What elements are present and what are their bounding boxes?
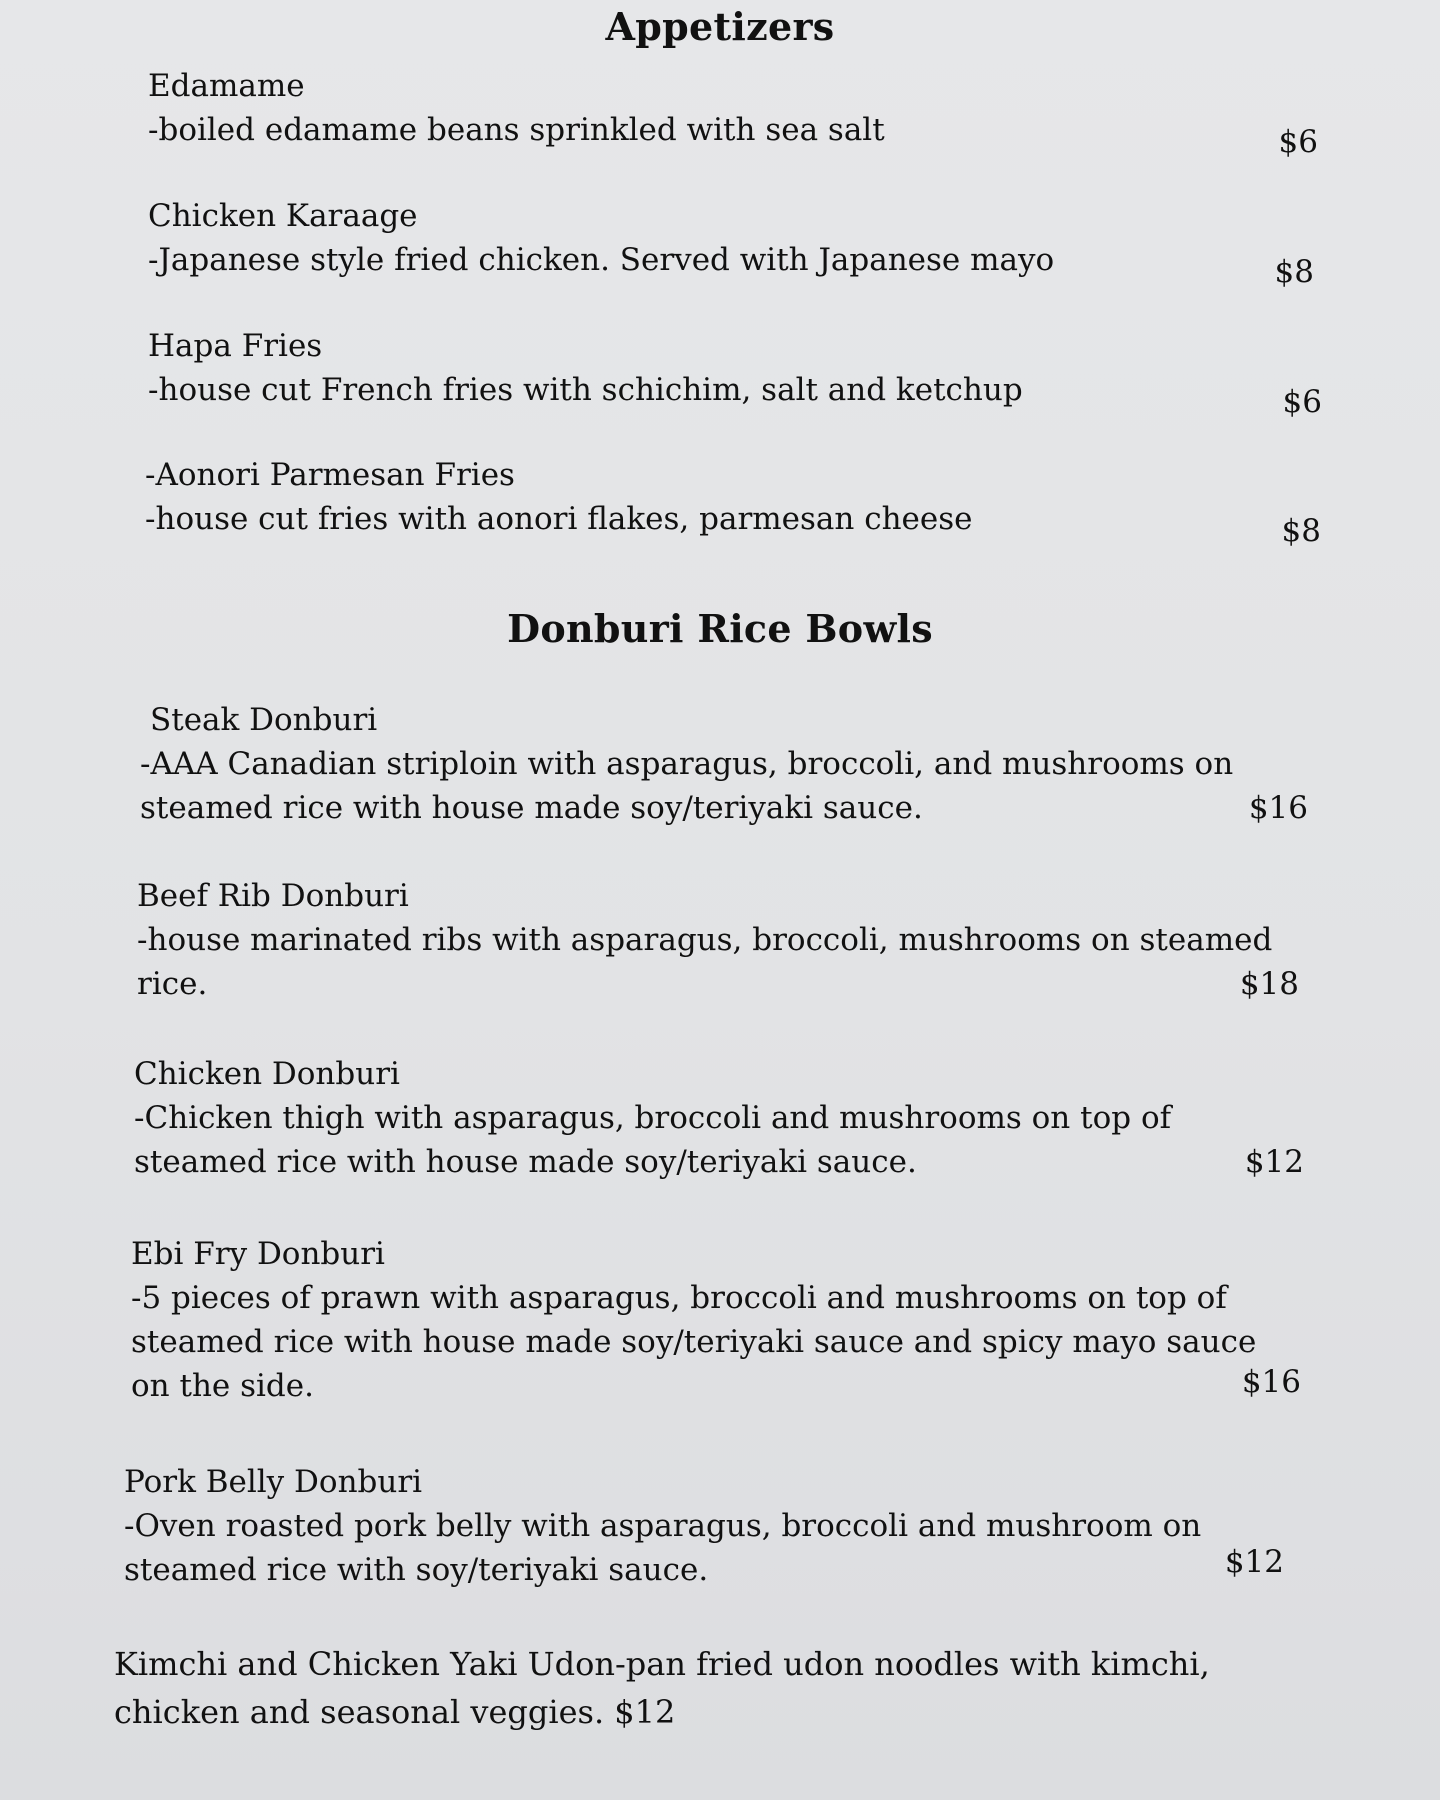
menu-item-pork-belly-donburi <box>124 1460 1284 1592</box>
menu-item-ebi-fry-donburi <box>131 1232 1301 1408</box>
menu-item-kimchi-yaki-udon <box>114 1640 1234 1736</box>
appetizers-heading: Appetizers <box>605 4 835 49</box>
item-desc: -boiled edamame beans sprinkled with sea salt <box>148 112 885 148</box>
item-desc: steamed rice with house made soy/teriyaki sauce. <box>134 1144 917 1180</box>
item-desc: -house cut fries with aonori flakes, parmesan cheese <box>145 501 973 537</box>
item-name: Edamame <box>148 68 305 104</box>
item-name: Beef Rib Donburi <box>137 878 409 914</box>
item-name: Chicken Karaage <box>148 198 418 234</box>
item-price: $8 <box>1281 513 1321 549</box>
item-name: Chicken Donburi <box>134 1056 400 1092</box>
item-desc: chicken and seasonal veggies. $12 <box>114 1693 676 1731</box>
item-price: $6 <box>1278 124 1318 160</box>
item-desc: steamed rice with house made soy/teriyaki sauce. <box>140 790 923 826</box>
item-price: $16 <box>1248 790 1308 826</box>
menu-item-chicken-karaage <box>148 194 1314 290</box>
item-name: -Aonori Parmesan Fries <box>145 457 515 493</box>
item-desc: rice. <box>137 966 208 1002</box>
item-name: Hapa Fries <box>148 328 323 364</box>
item-price: $12 <box>1224 1544 1284 1580</box>
item-price: $12 <box>1244 1144 1304 1180</box>
item-desc: steamed rice with soy/teriyaki sauce. <box>124 1552 709 1588</box>
item-name: Ebi Fry Donburi <box>131 1236 385 1272</box>
menu-item-hapa-fries <box>148 324 1322 420</box>
donburi-heading: Donburi Rice Bowls <box>507 606 933 651</box>
item-price: $8 <box>1274 254 1314 290</box>
menu-item-edamame <box>148 64 1318 160</box>
item-price: $18 <box>1239 966 1299 1002</box>
item-desc: Kimchi and Chicken Yaki Udon-pan fried udon noodles with kimchi, <box>114 1645 1210 1683</box>
item-desc: -Japanese style fried chicken. Served with Japanese mayo <box>148 242 1055 278</box>
item-desc: -Chicken thigh with asparagus, broccoli and mushrooms on top of <box>134 1100 1172 1136</box>
item-name: Steak Donburi <box>150 702 378 738</box>
item-desc: -house marinated ribs with asparagus, broccoli, mushrooms on steamed <box>137 922 1273 958</box>
item-desc: on the side. <box>131 1368 314 1404</box>
menu-item-steak-donburi <box>140 698 1308 830</box>
menu-item-chicken-donburi <box>134 1052 1304 1184</box>
item-desc: -5 pieces of prawn with asparagus, broccoli and mushrooms on top of <box>131 1280 1227 1316</box>
item-desc: steamed rice with house made soy/teriyaki sauce and spicy mayo sauce <box>131 1324 1257 1360</box>
item-name: Pork Belly Donburi <box>124 1464 423 1500</box>
menu-item-beef-rib-donburi <box>137 874 1299 1006</box>
item-price: $16 <box>1241 1364 1301 1400</box>
item-desc: -Oven roasted pork belly with asparagus, broccoli and mushroom on <box>124 1508 1202 1544</box>
menu-item-aonori-parmesan-fries <box>145 453 1321 549</box>
item-desc: -AAA Canadian striploin with asparagus, broccoli, and mushrooms on <box>140 746 1234 782</box>
item-price: $6 <box>1282 384 1322 420</box>
item-desc: -house cut French fries with schichim, salt and ketchup <box>148 372 1023 408</box>
